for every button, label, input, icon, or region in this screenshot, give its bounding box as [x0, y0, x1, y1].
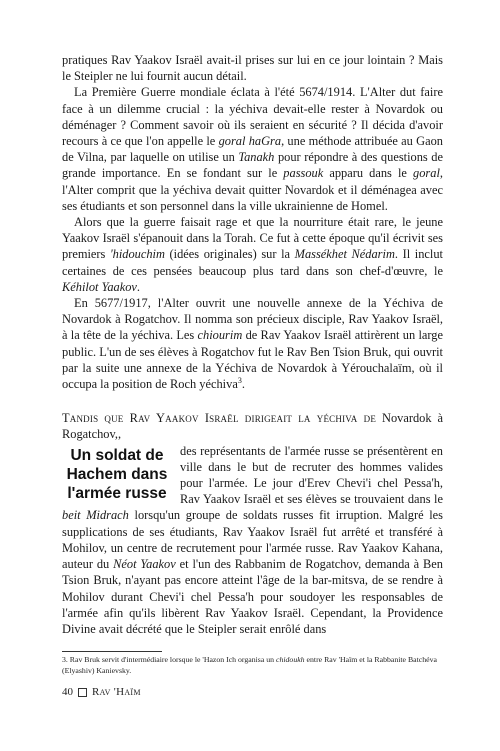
- paragraph-text: , l'Alter comprit que la yéchiva devait quitter Novardok et il déménagea avec ses étudiants et son personnel dans la ville ukrainienne de Homel.: [62, 166, 443, 213]
- italic-term: goral haGra: [218, 134, 282, 149]
- paragraph-text: lorsqu'un groupe de soldats russes fit irruption. Malgré les supplications de ses étudiants, Rav Yaakov Israël fut arrêté et transféré à Mohilov, un centre de recrutement pour l'armée russe. Rav Yaakov Kahana, auteur du: [62, 508, 443, 572]
- footnote-rule: [62, 651, 162, 652]
- italic-term: passouk: [283, 166, 324, 181]
- italic-term: beit Midrach: [62, 508, 129, 523]
- paragraph-4: [62, 295, 443, 392]
- footnote-text: 3. Rav Bruk servit d'intermédiaire lorsque le 'Hazon Ich organisa un: [62, 655, 276, 664]
- paragraph-1: [62, 52, 443, 84]
- italic-term: goral: [413, 166, 440, 181]
- paragraph-text: Novardok à Rogatchov,,: [62, 411, 443, 442]
- italic-term: Néot Yaakov: [113, 557, 176, 572]
- italic-term: Tanakh: [238, 150, 275, 165]
- page-body: [62, 52, 443, 637]
- paragraph-text: pratiques Rav Yaakov Israël avait-il prises sur lui en ce jour lointain ? Mais le Steipler ne lui fournit aucun détail.: [62, 53, 443, 84]
- paragraph-text: La Première Guerre mondiale éclata à l'été 5674/1914. L'Alter dut faire face à un dilemme crucial : la yéchiva devait-elle rester à Novardok ou déménager ? Comment savoir où ils seraient en sécurité ? Il décida d'avoir recours à ce que l'on appelle le: [62, 85, 443, 149]
- footnote-marker: 3: [237, 375, 242, 385]
- paragraph-text: des représentants de l'armée russe se présentèrent en ville dans le but de recruter des hommes valides pour l'armée. Le jour d'Erev Chevi'i chel Pessa'h, Rav Yaakov Israël et ses élèves se trouvaient dans le: [180, 443, 443, 507]
- paragraph-text: (idées originales) sur la: [164, 247, 295, 262]
- footnote: [62, 655, 443, 676]
- italic-term: Massékhet Nédarim: [294, 247, 395, 262]
- paragraph-text: , une méthode attribuée au Gaon de Vilna, par laquelle on utilise un: [62, 134, 443, 165]
- italic-term: chiourim: [197, 328, 243, 343]
- footnote-text: entre Rav 'Haïm et la Rabbanite Batchéva (Elyashiv) Kanievsky.: [62, 655, 437, 675]
- section-block: [62, 410, 443, 637]
- section-paragraph: [62, 410, 443, 637]
- section-spacer: [62, 392, 443, 410]
- italic-term: 'hidouchim: [109, 247, 165, 262]
- sidebar-title: Un soldat de Hachem dans l'armée russe: [66, 446, 168, 502]
- paragraph-text: de Rav Yaakov Israël attirèrent un large public. L'un de ses élèves à Rogatchov fut le Rav Ben Tsion Bruk, qui ouvrit par la suite une annexe de la Yéchiva de Novardok à Yérouchalaïm, où il occupa la position de Roch yéchiva: [62, 328, 443, 392]
- paragraph-text: .: [136, 279, 141, 294]
- section-lead-in: Tandis que Rav Yaakov Israël dirigeait la yéchiva de: [62, 411, 377, 426]
- page-number: 40: [62, 686, 73, 698]
- paragraph-text: .: [241, 377, 245, 392]
- italic-term: chidoukh: [276, 655, 305, 664]
- paragraph-text: et l'un des Rabbanim de Rogatchov, demanda à Ben Tsion Bruk, n'ayant pas encore atteint l'âge de la bar-mitsva, de se rendre à Mohilov durant Chevi'i chel Pessa'h pour soudoyer les responsables de l'armée afin qu'ils libèrent Rav Yaakov Israël. Cependant, la Providence Divine avait décrété que le Steipler serait enrôlé dans: [62, 557, 444, 636]
- paragraph-text: . Il inclut certaines de ces pensées beaucoup plus tard dans son chef-d'œuvre, le: [62, 247, 443, 278]
- paragraph-text: Alors que la guerre faisait rage et que la nourriture était rare, le jeune Yaakov Israël s'épanouit dans la Torah. Ce fut à cette époque qu'il écrivit ses premiers: [62, 215, 443, 262]
- square-ornament-icon: [78, 688, 87, 697]
- paragraph-text: pour répondre à des questions de grande importance. En se fondant sur le: [62, 150, 443, 181]
- running-title: Rav 'Haïm: [92, 686, 141, 698]
- paragraph-text: apparu dans le: [323, 166, 414, 181]
- page-footer: [62, 686, 141, 698]
- paragraph-3: [62, 214, 443, 295]
- paragraph-text: En 5677/1917, l'Alter ouvrit une nouvelle annexe de la Yéchiva de Novardok à Rogatchov. Il nomma son précieux disciple, Rav Yaakov Israël, à la tête de la yéchiva. Les: [62, 296, 443, 343]
- paragraph-2: [62, 84, 443, 214]
- italic-term: Kéhilot Yaakov: [62, 279, 137, 294]
